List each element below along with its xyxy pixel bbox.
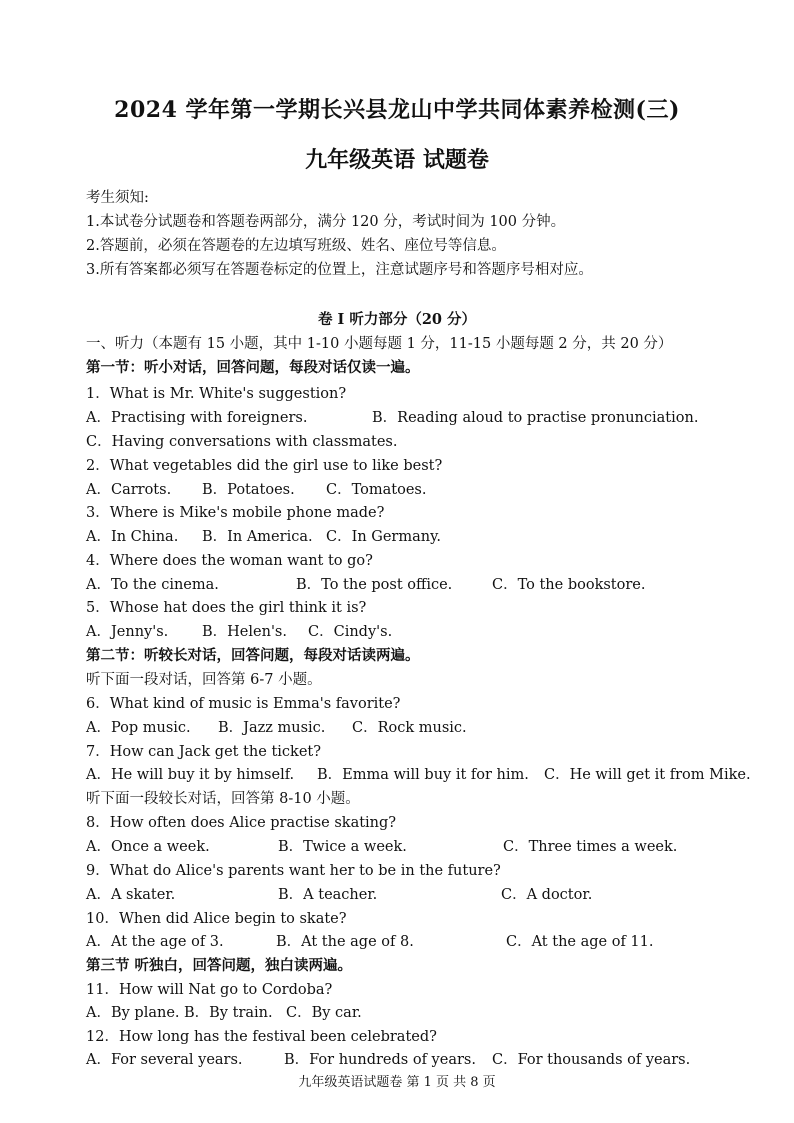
q10-option-b: B．At the age of 8. [276, 934, 414, 950]
section1-heading: 第一节：听小对话，回答问题，每段对话仅读一遍。 [86, 359, 420, 376]
q7-option-c: C．He will get it from Mike. [544, 767, 751, 783]
q11-option-c: C．By car. [286, 1005, 362, 1021]
q2-option-a: A．Carrots. [86, 482, 172, 498]
q5-option-b: B．Helen's. [202, 624, 287, 640]
q2-option-c: C．Tomatoes. [326, 482, 427, 498]
exam-title: 2024 学年第一学期长兴县龙山中学共同体素养检测(三) [114, 97, 680, 123]
section3-heading: 第三节 听独白，回答问题，独白读两遍。 [86, 957, 353, 974]
question-7: 7．How can Jack get the ticket? [86, 744, 322, 760]
q8-option-c: C．Three times a week. [503, 839, 678, 855]
q4-option-a: A．To the cinema. [86, 577, 219, 593]
q6-option-c: C．Rock music. [352, 720, 467, 736]
notice-item-2: 2.答题前，必须在答题卷的左边填写班级、姓名、座位号等信息。 [86, 238, 506, 254]
q9-option-c: C．A doctor. [501, 887, 593, 903]
q11-option-a: A．By plane. [86, 1005, 180, 1021]
question-2: 2．What vegetables did the girl use to like best? [86, 458, 443, 474]
q7-option-a: A．He will buy it by himself. [86, 767, 295, 783]
q12-option-c: C．For thousands of years. [492, 1052, 691, 1068]
question-8: 8．How often does Alice practise skating? [86, 815, 397, 831]
q1-option-c: C．Having conversations with classmates. [86, 434, 398, 450]
q4-option-c: C．To the bookstore. [492, 577, 646, 593]
question-1: 1．What is Mr. White's suggestion? [86, 386, 347, 402]
q12-option-b: B．For hundreds of years. [284, 1052, 476, 1068]
q12-option-a: A．For several years. [86, 1052, 243, 1068]
q5-option-a: A．Jenny's. [86, 624, 169, 640]
question-10: 10．When did Alice begin to skate? [86, 911, 347, 927]
section2-heading: 第二节：听较长对话，回答问题，每段对话读两遍。 [86, 647, 420, 664]
question-11: 11．How will Nat go to Cordoba? [86, 982, 333, 998]
notice-item-3: 3.所有答案都必须写在答题卷标定的位置上，注意试题序号和答题序号相对应。 [86, 262, 593, 278]
q8-option-a: A．Once a week. [86, 839, 210, 855]
q2-option-b: B．Potatoes. [202, 482, 295, 498]
q1-option-b: B．Reading aloud to practise pronunciation. [372, 410, 699, 426]
q3-option-b: B．In America. [202, 529, 313, 545]
page-footer: 九年级英语试题卷 第 1 页 共 8 页 [298, 1075, 496, 1090]
question-9: 9．What do Alice's parents want her to be in the future? [86, 863, 501, 879]
part1-title: 卷 I 听力部分（20 分） [317, 311, 477, 328]
q3-option-a: A．In China. [86, 529, 179, 545]
q8-option-b: B．Twice a week. [278, 839, 407, 855]
q11-option-b: B．By train. [184, 1005, 273, 1021]
q10-option-c: C．At the age of 11. [506, 934, 654, 950]
q5-option-c: C．Cindy's. [308, 624, 393, 640]
section2-note-2: 听下面一段较长对话，回答第 8-10 小题。 [86, 791, 360, 807]
section2-note-1: 听下面一段对话，回答第 6-7 小题。 [86, 672, 322, 688]
q4-option-b: B．To the post office. [296, 577, 453, 593]
q10-option-a: A．At the age of 3. [86, 934, 224, 950]
notice-heading: 考生须知: [86, 190, 149, 206]
question-12: 12．How long has the festival been celebrated? [86, 1029, 437, 1045]
q3-option-c: C．In Germany. [326, 529, 441, 545]
q1-option-a: A．Practising with foreigners. [86, 410, 308, 426]
q9-option-b: B．A teacher. [278, 887, 378, 903]
question-6: 6．What kind of music is Emma's favorite? [86, 696, 401, 712]
q6-option-a: A．Pop music. [86, 720, 191, 736]
notice-item-1: 1.本试卷分试题卷和答题卷两部分，满分 120 分，考试时间为 100 分钟。 [86, 214, 566, 230]
exam-subtitle: 九年级英语 试题卷 [305, 147, 489, 173]
q9-option-a: A．A skater. [86, 887, 176, 903]
q6-option-b: B．Jazz music. [218, 720, 326, 736]
part1-instruction: 一、听力（本题有 15 小题，其中 1-10 小题每题 1 分，11-15 小题每题 2 分，共 20 分） [86, 336, 673, 352]
q7-option-b: B．Emma will buy it for him. [317, 767, 529, 783]
question-3: 3．Where is Mike's mobile phone made? [86, 505, 385, 521]
question-4: 4．Where does the woman want to go? [86, 553, 373, 569]
question-5: 5．Whose hat does the girl think it is? [86, 600, 367, 616]
